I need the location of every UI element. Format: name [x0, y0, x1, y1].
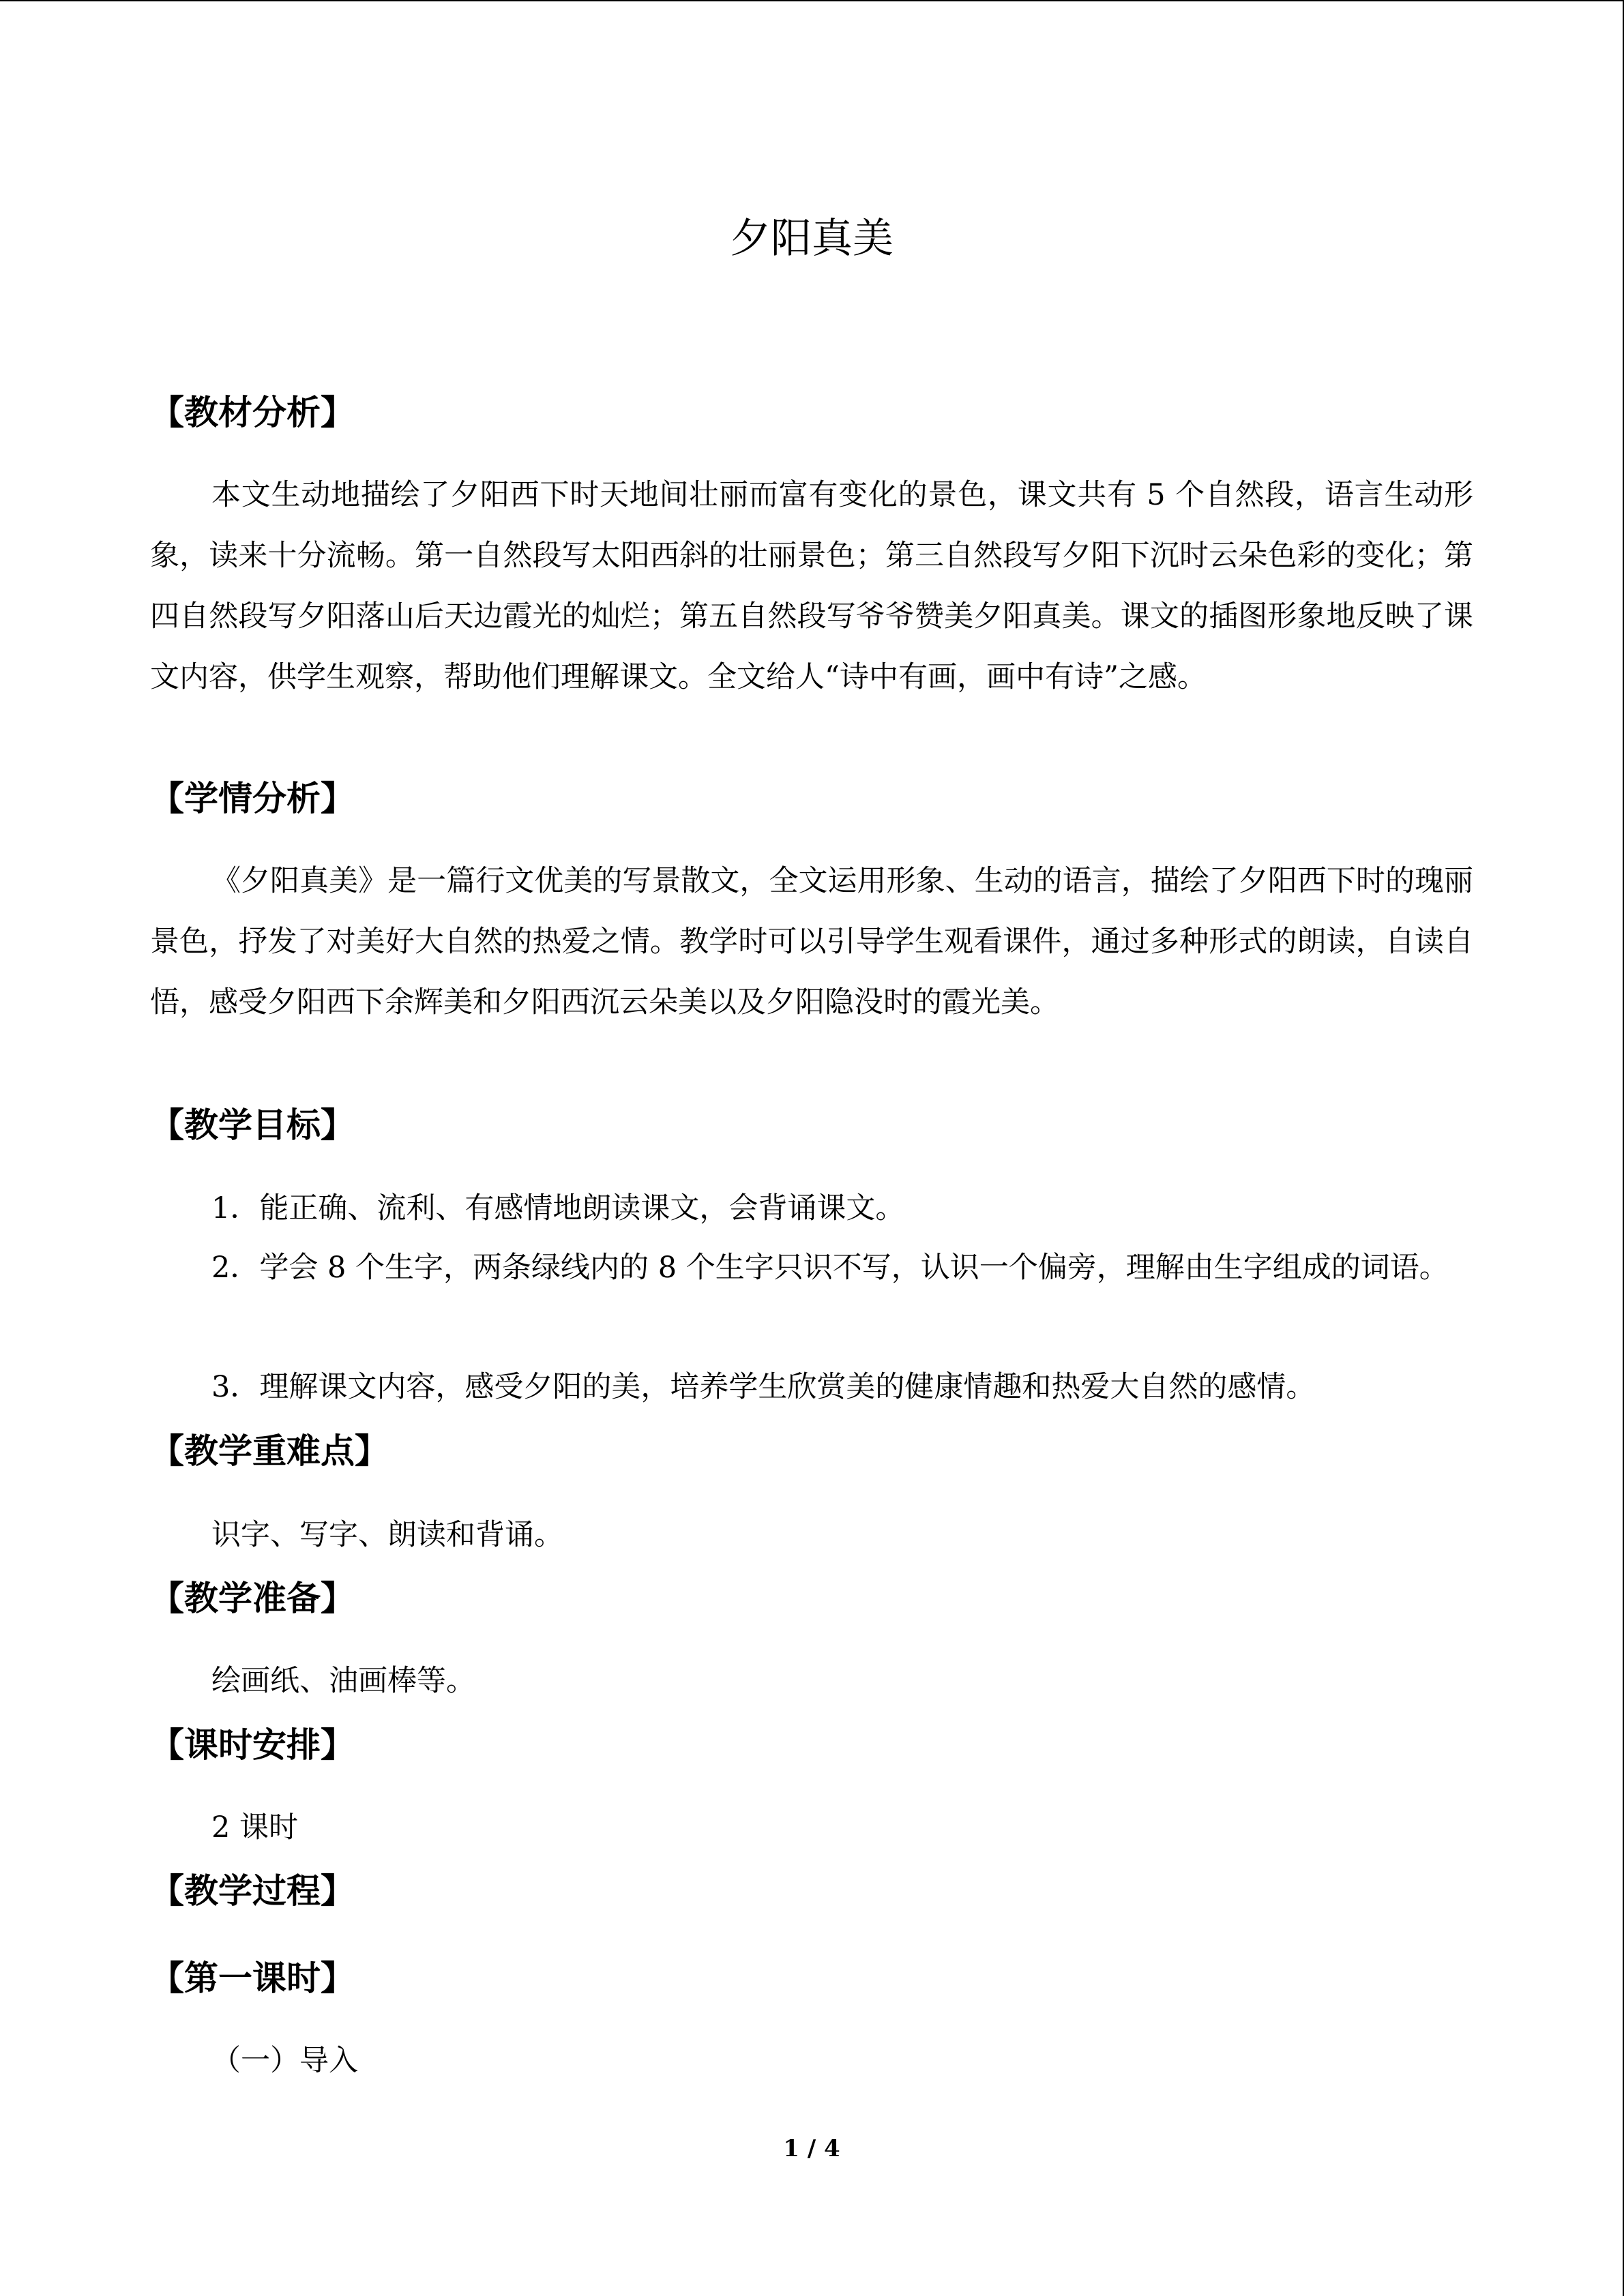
heading-process: 【教学过程】 — [150, 1871, 355, 1911]
key-points-text: 识字、写字、朗读和背诵。 — [211, 1518, 563, 1552]
heading-first-lesson: 【第一课时】 — [150, 1958, 355, 1998]
page-number: 1 / 4 — [783, 2135, 840, 2162]
schedule-text: 2 课时 — [211, 1810, 299, 1845]
heading-preparation: 【教学准备】 — [150, 1579, 355, 1618]
heading-key-points: 【教学重难点】 — [150, 1431, 389, 1471]
page-top-border — [0, 0, 1623, 4]
material-analysis-paragraph: 本文生动地描绘了夕阳西下时天地间壮丽而富有变化的景色，课文共有 5 个自然段，语言生动形象，读来十分流畅。第一自然段写太阳西斜的壮丽景色；第三自然段写夕阳下沉时云朵色彩的变化；第四自然段写夕阳落山后天边霞光的灿烂；第五自然段写爷爷赞美夕阳真美。课文的插图形象地反映了课文内容，供学生观察，帮助他们理解课文。全文给人“诗中有画，画中有诗”之感。 — [150, 478, 1473, 694]
teaching-goal-item-1: 1．能正确、流利、有感情地朗读课文，会背诵课文。 — [211, 1191, 905, 1225]
heading-schedule: 【课时安排】 — [150, 1725, 355, 1765]
student-analysis-paragraph: 《夕阳真美》是一篇行文优美的写景散文，全文运用形象、生动的语言，描绘了夕阳西下时的瑰丽景色，抒发了对美好大自然的热爱之情。教学时可以引导学生观看课件，通过多种形式的朗读，自读自悟，感受夕阳西下余辉美和夕阳西沉云朵美以及夕阳隐没时的霞光美。 — [150, 864, 1473, 1019]
heading-material-analysis: 【教材分析】 — [150, 393, 355, 432]
heading-teaching-goals: 【教学目标】 — [150, 1105, 355, 1145]
heading-student-analysis: 【学情分析】 — [150, 779, 355, 818]
preparation-text: 绘画纸、油画棒等。 — [211, 1664, 475, 1698]
document-title: 夕阳真美 — [730, 215, 894, 263]
teaching-goal-item-2: 2．学会 8 个生字，两条绿线内的 8 个生字只识不写，认识一个偏旁，理解由生字组成的词语。 — [211, 1251, 1449, 1285]
first-lesson-intro: （一）导入 — [211, 2044, 358, 2078]
teaching-goal-item-3: 3．理解课文内容，感受夕阳的美，培养学生欣赏美的健康情趣和热爱大自然的感情。 — [211, 1370, 1316, 1404]
